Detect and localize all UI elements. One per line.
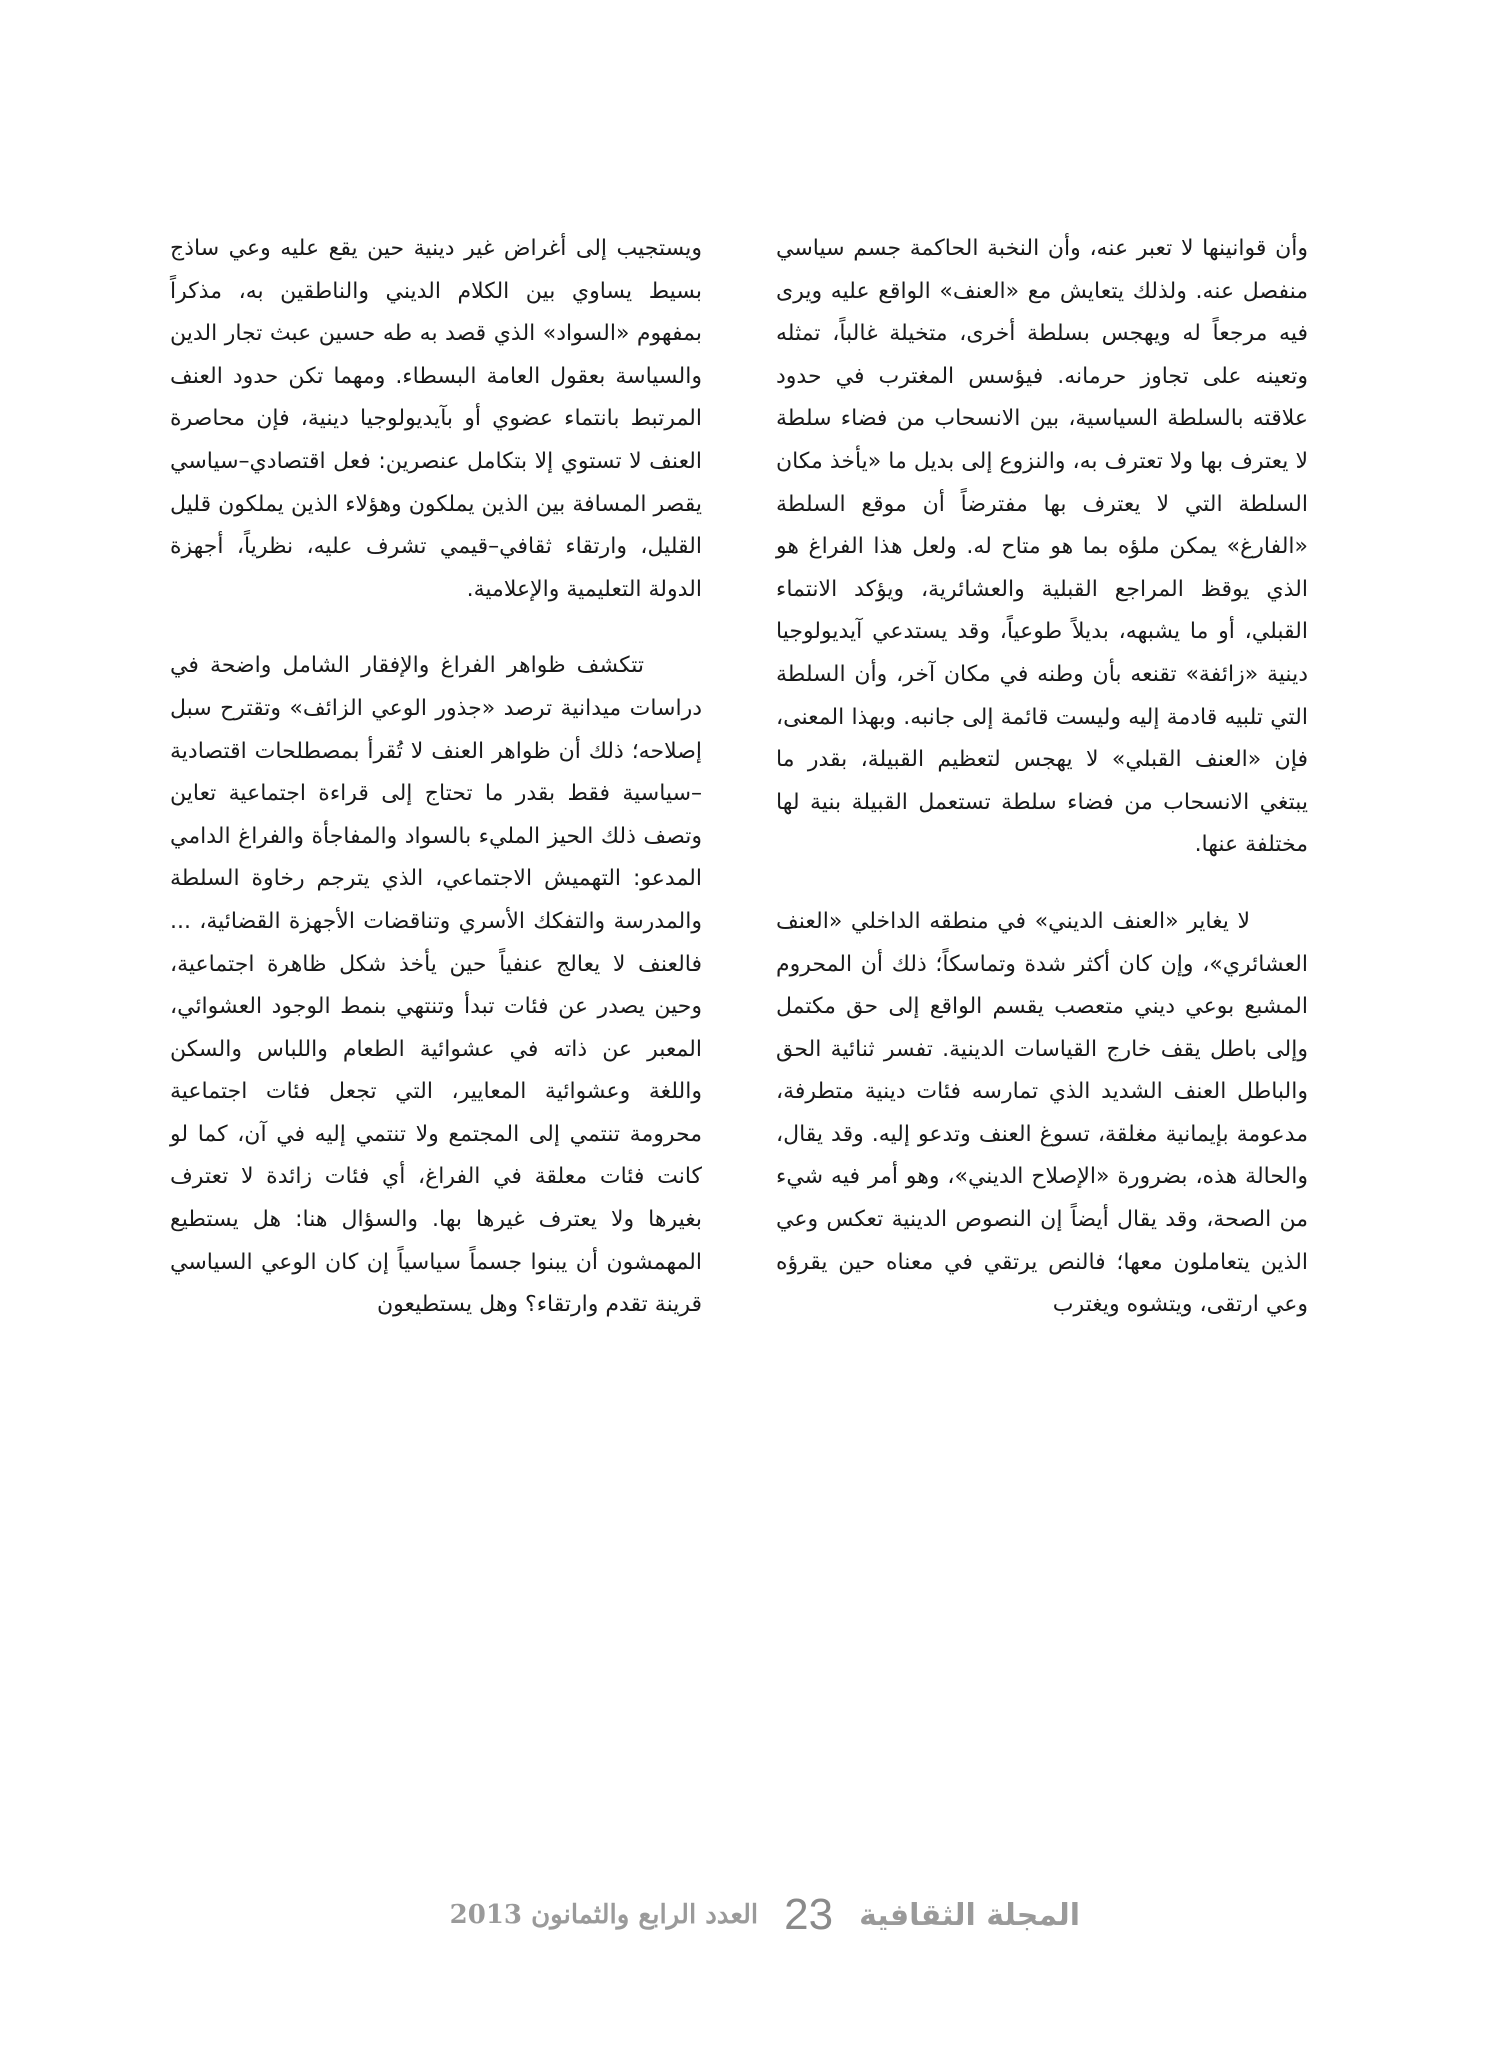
paragraph: ويستجيب إلى أغراض غير دينية حين يقع عليه وعي ساذج بسيط يساوي بين الكلام الديني والناطقين به، مذكراً بمفهوم «السواد» الذي قصد به طه حسين عبث تجار الدين والسياسة بعقول العامة البسطاء. ومهما تكن حدود العنف المرتبط بانتماء عضوي أو بآيديولوجيا دينية، فإن محاصرة العنف لا تستوي إلا بتكامل عنصرين: فعل اقتصادي–سياسي يقصر المسافة بين الذين يملكون وهؤلاء الذين يملكون قليل القليل، وارتقاء ثقافي–قيمي تشرف عليه، نظرياً، أجهزة الدولة التعليمية والإعلامية. [170,236,702,602]
paragraph: لا يغاير «العنف الديني» في منطقه الداخلي «العنف العشائري»، وإن كان أكثر شدة وتماسكاً؛ ذلك أن المحروم المشبع بوعي ديني متعصب يقسم الواقع إلى حق مكتمل وإلى باطل يقف خارج القياسات الدينية. تفسر ثنائية الحق والباطل العنف الشديد الذي تمارسه فئات دينية متطرفة، مدعومة بإيمانية مغلقة، تسوغ العنف وتدعو إليه. وقد يقال، والحالة هذه، بضرورة «الإصلاح الديني»، وهو أمر فيه شيء من الصحة، وقد يقال أيضاً إن النصوص الدينية تعكس وعي الذين يتعاملون معها؛ فالنص يرتقي في معناه حين يقرؤه وعي ارتقى، ويتشوه ويغترب [776,908,1308,1318]
paragraph: وأن قوانينها لا تعبر عنه، وأن النخبة الحاكمة جسم سياسي منفصل عنه. ولذلك يتعايش مع «العنف» الواقع عليه ويرى فيه مرجعاً له ويهجس بسلطة أخرى، متخيلة غالباً، تمثله وتعينه على تجاوز حرمانه. فيؤسس المغترب في حدود علاقته بالسلطة السياسية، بين الانسحاب من فضاء سلطة لا يعترف بها ولا تعترف به، والنزوع إلى بديل ما «يأخذ مكان السلطة التي لا يعترف بها مفترضاً أن موقع السلطة «الفارغ» يمكن ملؤه بما هو متاح له. ولعل هذا الفراغ هو الذي يوقظ المراجع القبلية والعشائرية، ويؤكد الانتماء القبلي، أو ما يشبهه، بديلاً طوعياً، وقد يستدعي آيديولوجيا دينية «زائفة» تقنعه بأن وطنه في مكان آخر، وأن السلطة التي تلبيه قادمة إليه وليست قائمة إلى جانبه. وبهذا المعنى، فإن «العنف القبلي» لا يهجس لتعظيم القبيلة، بقدر ما يبتغي الانسحاب من فضاء سلطة تستعمل القبيلة بنية لها مختلفة عنها. [776,236,1308,858]
page-number: 23 [784,1890,834,1939]
article-column-right [776,228,1308,1327]
issue-label: العدد الرابع والثمانون 2013 [449,1900,759,1930]
magazine-title: المجلة الثقافية [859,1897,1080,1933]
page-footer [440,1890,1080,1940]
paragraph: تتكشف ظواهر الفراغ والإفقار الشامل واضحة في دراسات ميدانية ترصد «جذور الوعي الزائف» وتقترح سبل إصلاحه؛ ذلك أن ظواهر العنف لا تُقرأ بمصطلحات اقتصادية –سياسية فقط بقدر ما تحتاج إلى قراءة اجتماعية تعاين وتصف ذلك الحيز المليء بالسواد والمفاجأة والفراغ الدامي المدعو: التهميش الاجتماعي، الذي يترجم رخاوة السلطة والمدرسة والتفكك الأسري وتناقضات الأجهزة القضائية، ... فالعنف لا يعالج عنفياً حين يأخذ شكل ظاهرة اجتماعية، وحين يصدر عن فئات تبدأ وتنتهي بنمط الوجود العشوائي، المعبر عن ذاته في عشوائية الطعام واللباس والسكن واللغة وعشوائية المعايير، التي تجعل فئات اجتماعية محرومة تنتمي إلى المجتمع ولا تنتمي إليه في آن، كما لو كانت فئات معلقة في الفراغ، أي فئات زائدة لا تعترف بغيرها ولا يعترف غيرها بها. والسؤال هنا: هل يستطيع المهمشون أن يبنوا جسماً سياسياً إن كان الوعي السياسي قرينة تقدم وارتقاء؟ وهل يستطيعون [170,653,702,1318]
article-column-left [170,228,702,1327]
